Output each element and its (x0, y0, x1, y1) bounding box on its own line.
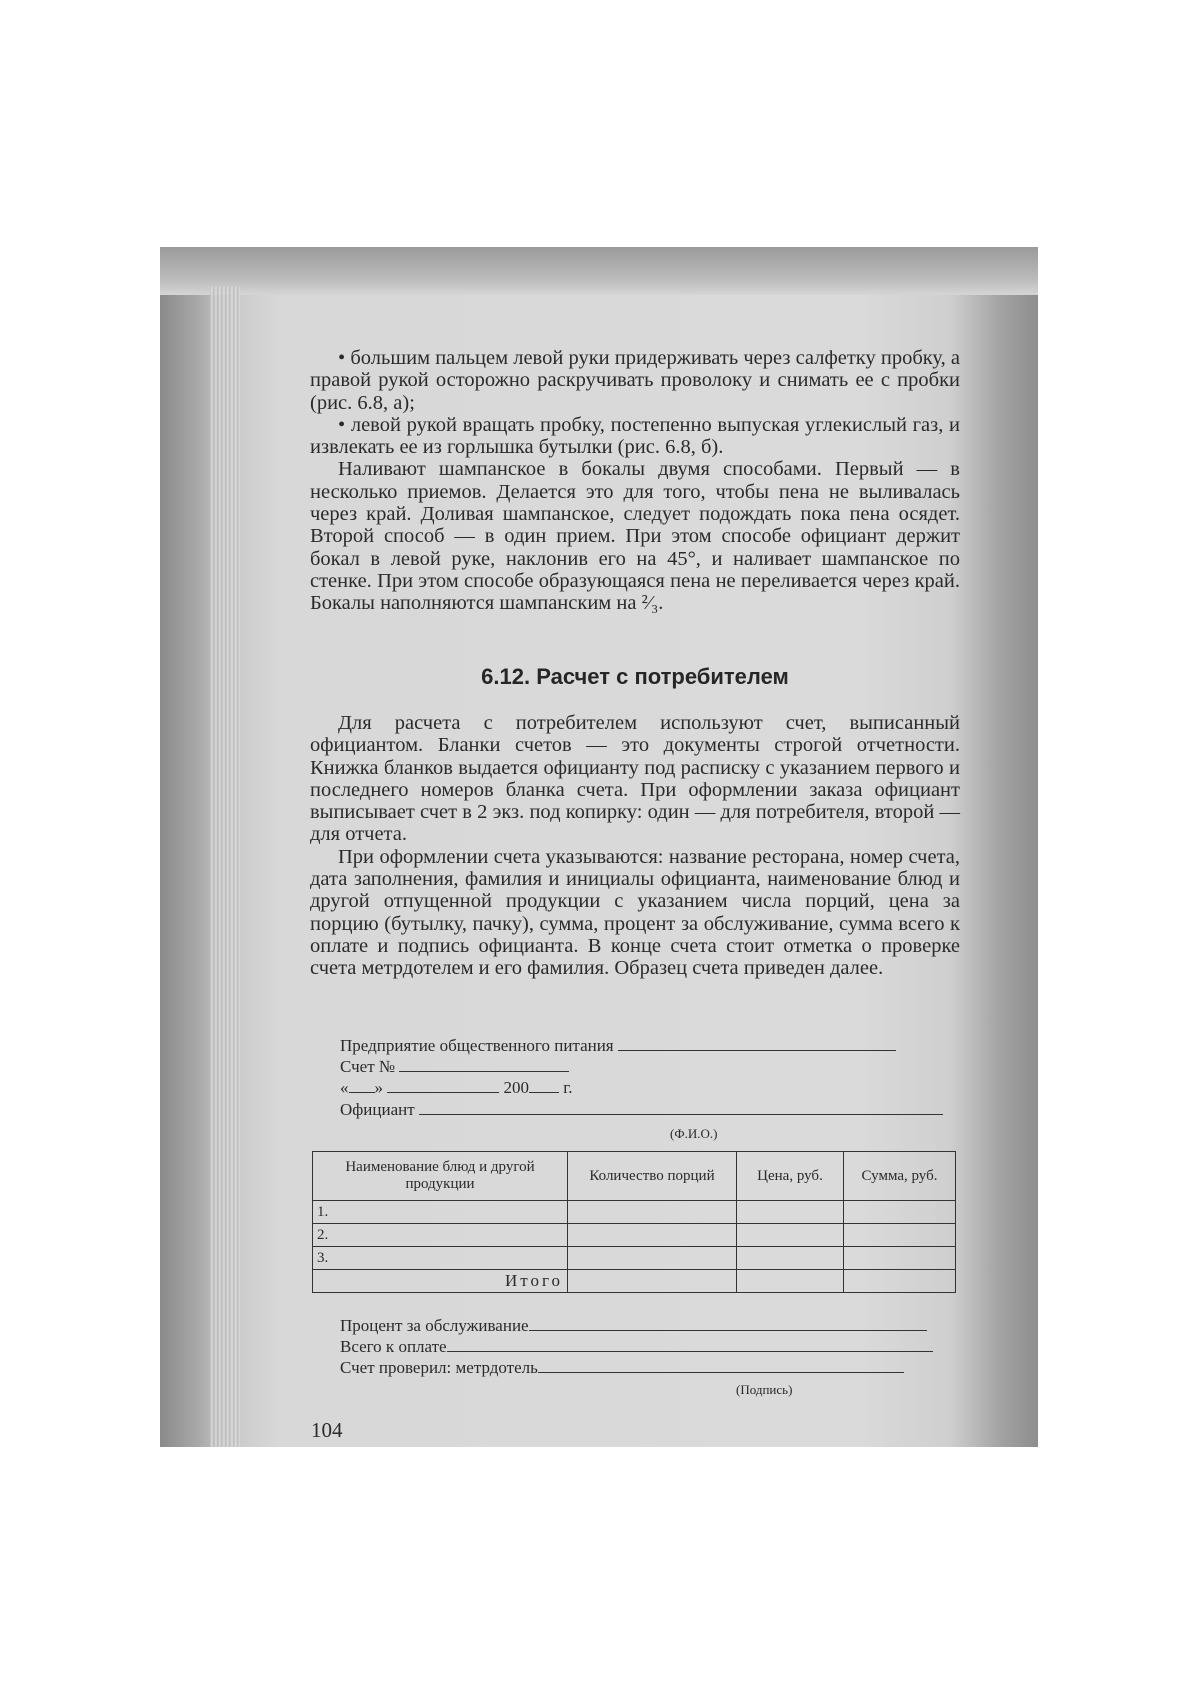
row-number: 2. (313, 1224, 568, 1247)
checked-by-blank (538, 1372, 904, 1373)
cell-empty (568, 1270, 737, 1293)
checked-by-line (340, 1358, 904, 1378)
header-sum: Сумма, руб. (844, 1152, 956, 1201)
signature-caption: (Подпись) (736, 1382, 793, 1397)
table-header-row (313, 1152, 956, 1201)
date-close-quote: » (374, 1078, 383, 1097)
header-dish-name: Наименование блюд и другой продукции (313, 1152, 568, 1201)
year-suffix: г. (563, 1078, 573, 1097)
bill-number-line (340, 1057, 569, 1077)
cell-empty (844, 1201, 956, 1224)
service-percent-blank (529, 1330, 927, 1331)
date-line (340, 1078, 573, 1098)
bill-table (312, 1151, 956, 1293)
cell-empty (568, 1247, 737, 1270)
table-row (313, 1224, 956, 1247)
section-paragraph-2: При оформлении счета указываются: название ресторана, номер счета, дата заполнения, фамилия и инициалы официанта, наименование блюд и другой отпущенной продукции с указанием числа порций, цена за порцию (бутылку, пачку), сумма, процент за обслуживание, сумма всего к оплате и подпись официанта. В конце счета стоит отметка о проверке счета метрдотелем и его фамилия. Образец счета приведен далее. (310, 845, 960, 980)
bullet-paragraph-1: • большим пальцем левой руки придерживать через салфетку пробку, а правой рукой осторожно раскручивать проволоку и снимать ее с пробки (рис. 6.8, а); (310, 347, 960, 414)
body-text-top (310, 347, 960, 615)
cell-empty (737, 1247, 844, 1270)
waiter-line (340, 1100, 943, 1120)
checked-by-label: Счет проверил: метрдотель (340, 1358, 538, 1377)
table-total-row (313, 1270, 956, 1293)
bullet-paragraph-2: • левой рукой вращать пробку, постепенно выпуская углекислый газ, и извлекать ее из горлышка бутылки (рис. 6.8, б). (310, 413, 960, 459)
row-number: 1. (313, 1201, 568, 1224)
bill-form-footer (340, 1316, 960, 1406)
cell-empty (737, 1224, 844, 1247)
row-number: 3. (313, 1247, 568, 1270)
enterprise-label: Предприятие общественного питания (340, 1036, 614, 1055)
service-percent-label: Процент за обслуживание (340, 1316, 529, 1335)
day-blank (349, 1092, 375, 1093)
bill-form-header (340, 1036, 960, 1148)
waiter-blank (419, 1114, 943, 1115)
header-price: Цена, руб. (737, 1152, 844, 1201)
cell-empty (737, 1201, 844, 1224)
cell-empty (844, 1270, 956, 1293)
header-portions: Количество порций (568, 1152, 737, 1201)
cell-empty (568, 1224, 737, 1247)
cell-empty (737, 1270, 844, 1293)
section-heading: 6.12. Расчет с потребителем (481, 664, 789, 689)
date-open-quote: « (340, 1078, 349, 1097)
waiter-label: Официант (340, 1100, 415, 1119)
total-payment-label: Всего к оплате (340, 1337, 447, 1356)
bill-number-blank (399, 1071, 569, 1072)
month-blank (387, 1092, 499, 1093)
scan-shadow-top (160, 247, 1038, 295)
page-number: 104 (311, 1418, 343, 1442)
cell-empty (568, 1201, 737, 1224)
section-paragraph-1: Для расчета с потребителем используют счет, выписанный официантом. Бланки счетов — это документы строгой отчетности. Книжка бланков выдается официанту под расписку с указанием первого и последнего номеров бланка счета. При оформлении заказа официант выписывает счет в 2 экз. под копирку: один — для потребителя, второй — для отчета. (310, 712, 960, 846)
year-prefix: 200 (503, 1078, 529, 1097)
bill-number-label: Счет № (340, 1057, 396, 1076)
year-blank (529, 1092, 559, 1093)
total-payment-line (340, 1337, 933, 1357)
table-row (313, 1247, 956, 1270)
total-label: Итого (313, 1270, 568, 1293)
total-payment-blank (447, 1351, 933, 1352)
enterprise-line (340, 1036, 896, 1056)
body-text-section (310, 712, 960, 980)
champagne-paragraph: Наливают шампанское в бокалы двумя способами. Первый — в несколько приемов. Делается это для того, чтобы пена не выливалась через край. Доливая шампанское, следует подождать пока пена осядет. Второй способ — в один прием. При этом способе официант держит бокал в левой руке, наклонив его на 45°, и наливает шампанское по стенке. При этом способе образующаяся пена не переливается через край. Бокалы наполняются шампанским на ²⁄₃. (310, 458, 960, 615)
fio-caption: (Ф.И.О.) (670, 1126, 718, 1141)
book-page-edges (210, 287, 240, 1447)
cell-empty (844, 1247, 956, 1270)
cell-empty (844, 1224, 956, 1247)
table-row (313, 1201, 956, 1224)
service-percent-line (340, 1316, 927, 1336)
enterprise-blank (618, 1050, 896, 1051)
